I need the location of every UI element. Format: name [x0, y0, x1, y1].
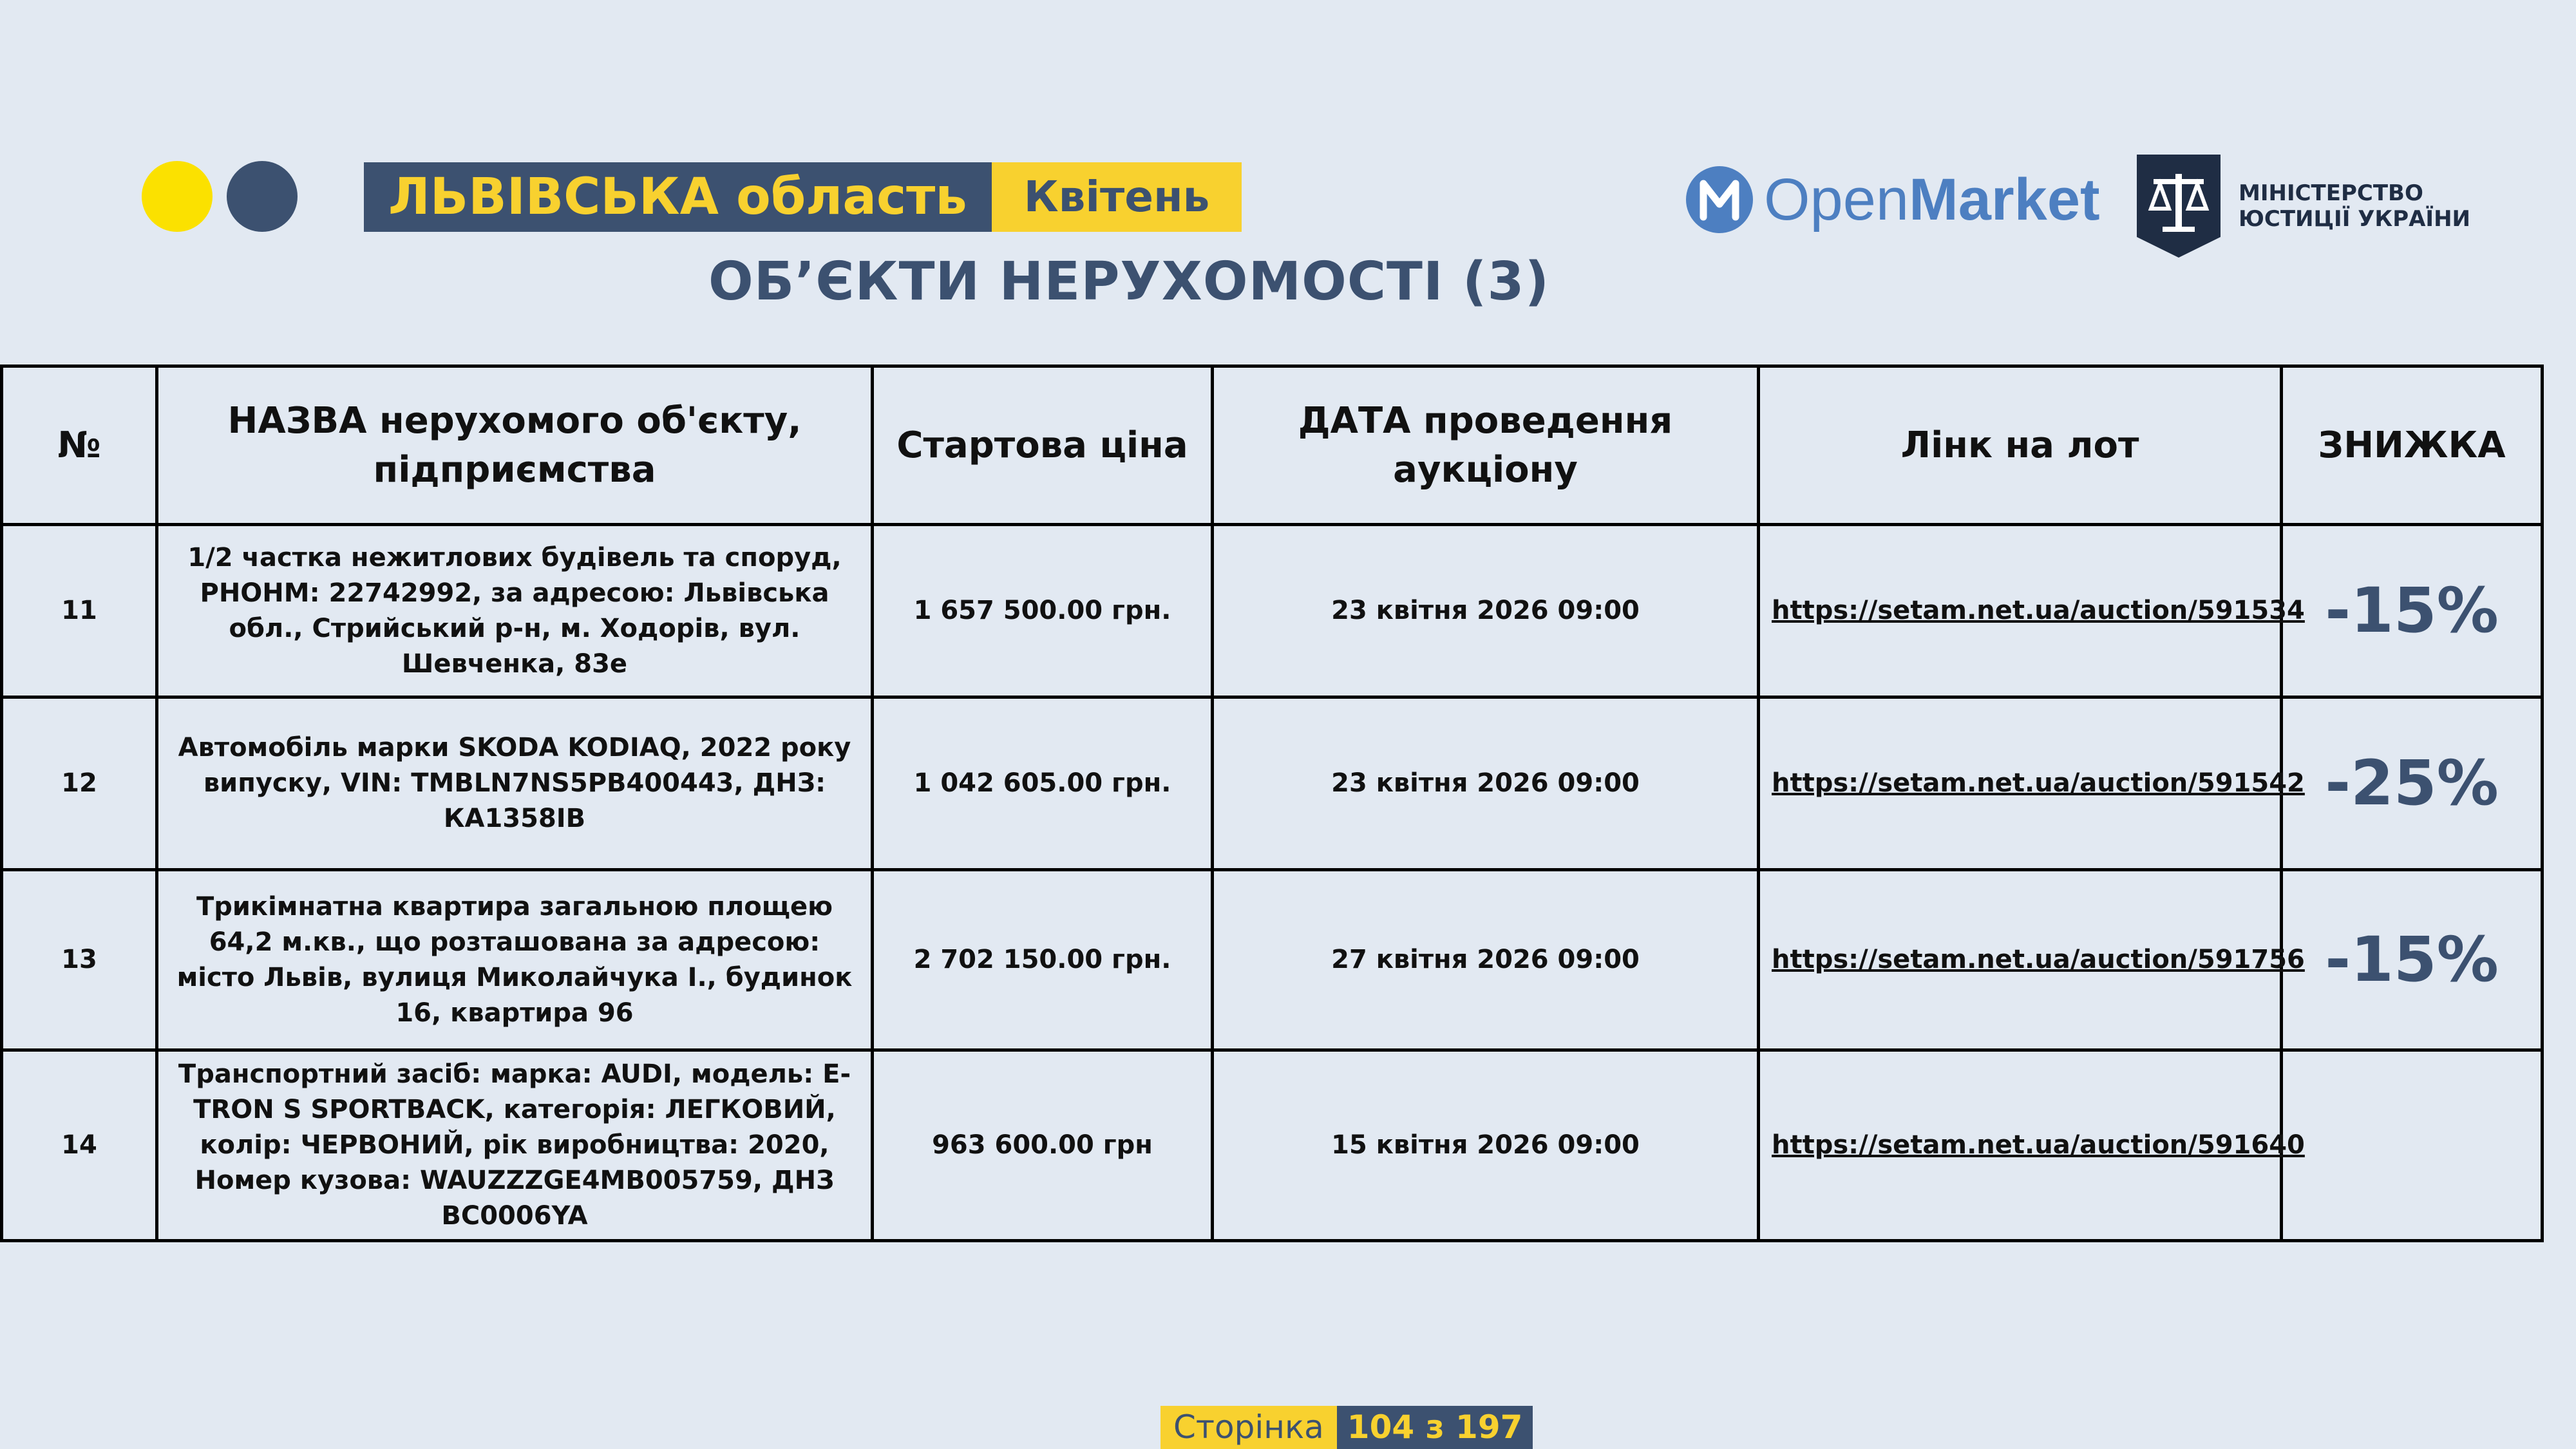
lot-link[interactable]: https://setam.net.ua/auction/591534 [1772, 596, 2305, 625]
month-label: Квітень [992, 162, 1242, 232]
scales-shield-icon [2137, 155, 2221, 258]
cell-link [1759, 1050, 2305, 1241]
header-discount: ЗНИЖКА [2282, 366, 2543, 525]
cell-date: 23 квітня 2026 09:00 [1213, 697, 1759, 870]
ministry-logo [2137, 155, 2470, 258]
lot-link[interactable]: https://setam.net.ua/auction/591542 [1772, 768, 2305, 798]
cell-price: 963 600.00 грн [873, 1050, 1213, 1241]
cell-date: 15 квітня 2026 09:00 [1213, 1050, 1759, 1241]
cell-price: 1 042 605.00 грн. [873, 697, 1213, 870]
lots-table [0, 365, 2544, 1242]
cell-num: 11 [2, 525, 157, 697]
page-counter-value: 104 з 197 [1337, 1406, 1533, 1449]
cell-date: 27 квітня 2026 09:00 [1213, 870, 1759, 1050]
header-name: НАЗВА нерухомого об'єкту, підприємства [157, 366, 873, 525]
cell-link [1759, 525, 2305, 697]
table-row [2, 870, 2543, 1050]
header-link: Лінк на лот [1759, 366, 2282, 525]
region-banner [364, 162, 1242, 232]
cell-discount: -15% [2282, 870, 2543, 1050]
ministry-line-2: ЮСТИЦІЇ УКРАЇНИ [2239, 206, 2470, 232]
cell-num: 13 [2, 870, 157, 1050]
cell-date: 23 квітня 2026 09:00 [1213, 525, 1759, 697]
header-num: № [2, 366, 157, 525]
cell-name: Автомобіль марки SKODA KODIAQ, 2022 року випуску, VIN: TMBLN7NS5PB400443, ДНЗ: КА1358ІВ [157, 697, 873, 870]
openmarket-suffix: Market [1909, 166, 2100, 232]
cell-price: 2 702 150.00 грн. [873, 870, 1213, 1050]
ministry-name [2239, 180, 2470, 232]
region-label: ЛЬВІВСЬКА область [364, 162, 992, 232]
header-price: Стартова ціна [873, 366, 1213, 525]
cell-num: 12 [2, 697, 157, 870]
table-header-row [2, 366, 2543, 525]
lot-link[interactable]: https://setam.net.ua/auction/591756 [1772, 945, 2305, 974]
cell-discount [2282, 1050, 2543, 1241]
header-date: ДАТА проведення аукціону [1213, 366, 1759, 525]
cell-link [1759, 870, 2305, 1050]
openmarket-wordmark [1764, 166, 2100, 234]
navy-circle-icon [227, 161, 298, 232]
cell-name: 1/2 частка нежитлових будівель та споруд, РНОНМ: 22742992, за адресою: Львівська обл., Стрийський р-н, м. Ходорів, вул. Шевченка, 83е [157, 525, 873, 697]
table-row [2, 525, 2543, 697]
yellow-circle-icon [142, 161, 213, 232]
cell-price: 1 657 500.00 грн. [873, 525, 1213, 697]
ministry-line-1: МІНІСТЕРСТВО [2239, 180, 2423, 206]
page-counter-label: Сторінка [1160, 1406, 1337, 1449]
openmarket-m-icon [1684, 164, 1755, 235]
cell-discount: -25% [2282, 697, 2543, 870]
table-row [2, 697, 2543, 870]
cell-discount: -15% [2282, 525, 2543, 697]
openmarket-prefix: Open [1764, 166, 1909, 232]
page-counter [1160, 1406, 1533, 1449]
lot-link[interactable]: https://setam.net.ua/auction/591640 [1772, 1130, 2305, 1160]
cell-name: Трикімнатна квартира загальною площею 64,2 м.кв., що розташована за адресою: місто Львів, вулиця Миколайчука І., будинок 16, квартира 96 [157, 870, 873, 1050]
openmarket-logo [1684, 164, 2100, 235]
cell-link [1759, 697, 2305, 870]
table-row [2, 1050, 2543, 1241]
cell-name: Транспортний засіб: марка: AUDI, модель: E-TRON S SPORTBACK, категорія: ЛЕГКОВИЙ, колір: ЧЕРВОНИЙ, рік виробництва: 2020, Номер кузова: WAUZZZGE4MB005759, ДНЗ ВС0006YA [157, 1050, 873, 1241]
page-title: ОБ’ЄКТИ НЕРУХОМОСТІ (3) [708, 251, 1550, 312]
cell-num: 14 [2, 1050, 157, 1241]
